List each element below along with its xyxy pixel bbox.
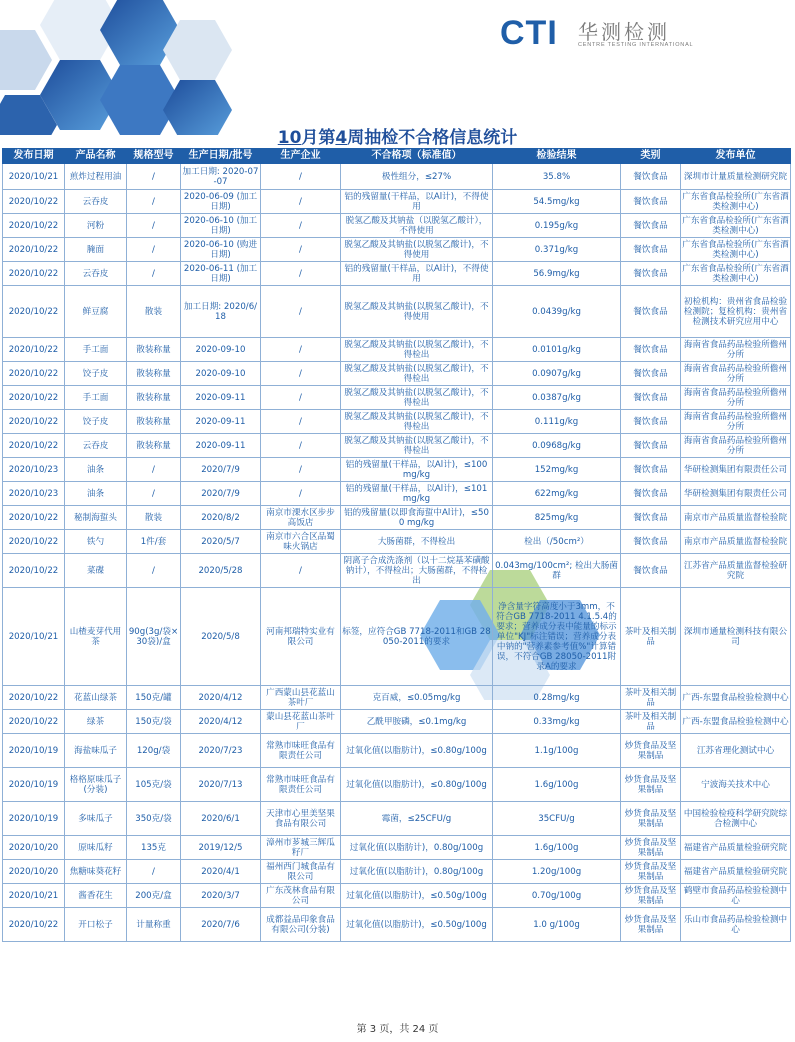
column-header: 生产日期/批号: [181, 149, 261, 164]
cell-maker: /: [261, 554, 341, 588]
cell-org: 海南省食品药品检验所儋州分所: [681, 386, 791, 410]
cell-maker: /: [261, 434, 341, 458]
cell-maker: 河南邦瑞特实业有限公司: [261, 588, 341, 686]
cell-maker: /: [261, 286, 341, 338]
cell-item: 霉菌，≤25CFU/g: [341, 802, 493, 836]
cell-result: 0.371g/kg: [493, 238, 621, 262]
cell-item: 铝的残留量(干样品，以Al计)，≤100mg/kg: [341, 458, 493, 482]
table-row: [3, 686, 791, 710]
cell-product: 云吞皮: [65, 434, 127, 458]
column-header: 生产企业: [261, 149, 341, 164]
cti-logo: [500, 12, 700, 52]
cell-maker: 广东茂林食品有限公司: [261, 884, 341, 908]
table-row: [3, 286, 791, 338]
cell-result: 152mg/kg: [493, 458, 621, 482]
cell-date: 2020/10/20: [3, 860, 65, 884]
cell-result: 825mg/kg: [493, 506, 621, 530]
cell-spec: 散装称量: [127, 386, 181, 410]
cell-spec: 1件/套: [127, 530, 181, 554]
cell-spec: /: [127, 554, 181, 588]
cell-org: 广西-东盟食品检验检测中心: [681, 710, 791, 734]
cell-date: 2020/10/22: [3, 214, 65, 238]
table-row: [3, 836, 791, 860]
cell-maker: /: [261, 482, 341, 506]
cell-maker: 南京市六合区品蜀味火锅店: [261, 530, 341, 554]
table-row: [3, 362, 791, 386]
table-row: [3, 386, 791, 410]
cell-item: 乙酰甲胺磷，≤0.1mg/kg: [341, 710, 493, 734]
cell-cat: 餐饮食品: [621, 362, 681, 386]
table-row: [3, 164, 791, 190]
cell-batch: 2020/4/1: [181, 860, 261, 884]
cell-product: 多味瓜子: [65, 802, 127, 836]
cell-item: 过氧化值(以脂肪计)，≤0.80g/100g: [341, 768, 493, 802]
cell-batch: 2020/5/7: [181, 530, 261, 554]
cell-org: 初检机构：贵州省食品检验检测院；复检机构：贵州省检测技术研究应用中心: [681, 286, 791, 338]
cell-date: 2020/10/22: [3, 338, 65, 362]
cell-result: 1.0 g/100g: [493, 908, 621, 942]
cell-spec: /: [127, 458, 181, 482]
cell-org: 福建省产品质量检验研究院: [681, 836, 791, 860]
table-row: [3, 506, 791, 530]
cell-result: 0.195g/kg: [493, 214, 621, 238]
cell-result: 1.6g/100g: [493, 768, 621, 802]
cell-item: 阴离子合成洗涤剂（以十二烷基苯磺酸钠计），不得检出；大肠菌群，不得检出: [341, 554, 493, 588]
cell-item: 大肠菌群，不得检出: [341, 530, 493, 554]
cell-cat: 餐饮食品: [621, 482, 681, 506]
table-row: [3, 214, 791, 238]
cell-spec: /: [127, 860, 181, 884]
cell-maker: /: [261, 238, 341, 262]
cell-batch: 2020/7/23: [181, 734, 261, 768]
cell-date: 2020/10/22: [3, 362, 65, 386]
cell-date: 2020/10/20: [3, 836, 65, 860]
cell-cat: 餐饮食品: [621, 286, 681, 338]
cell-org: 华研检测集团有限责任公司: [681, 482, 791, 506]
cell-result: 1.6g/100g: [493, 836, 621, 860]
cell-date: 2020/10/22: [3, 262, 65, 286]
cell-cat: 炒货食品及坚果制品: [621, 734, 681, 768]
cell-result: 622mg/kg: [493, 482, 621, 506]
cell-maker: 福州西门城食品有限公司: [261, 860, 341, 884]
cell-product: 手工面: [65, 386, 127, 410]
cell-maker: /: [261, 338, 341, 362]
cell-item: 脱氢乙酸及其钠盐(以脱氢乙酸计)，不得使用: [341, 238, 493, 262]
cell-org: 中国检验检疫科学研究院综合检测中心: [681, 802, 791, 836]
cell-item: 过氧化值(以脂肪计)，≤0.80g/100g: [341, 734, 493, 768]
cell-batch: 2020-06-10 (加工日期): [181, 214, 261, 238]
cell-result: 检出（/50cm²）: [493, 530, 621, 554]
cell-maker: 成都益品印象食品有限公司(分装): [261, 908, 341, 942]
cell-spec: 散装称量: [127, 362, 181, 386]
cell-item: 克百威，≤0.05mg/kg: [341, 686, 493, 710]
table-row: [3, 410, 791, 434]
cell-item: 脱氢乙酸及其钠盐(以脱氢乙酸计)，不得检出: [341, 338, 493, 362]
title-week: 4: [335, 128, 348, 148]
cell-date: 2020/10/19: [3, 802, 65, 836]
cell-spec: /: [127, 214, 181, 238]
cell-maker: /: [261, 262, 341, 286]
cell-result: 0.28mg/kg: [493, 686, 621, 710]
cell-org: 深圳市计量质量检测研究院: [681, 164, 791, 190]
cell-product: 秘制海蜇头: [65, 506, 127, 530]
cell-batch: 2020/7/6: [181, 908, 261, 942]
title-mid: 月第: [301, 128, 336, 148]
cell-cat: 餐饮食品: [621, 410, 681, 434]
cell-item: 铝的残留量(干样品，以Al计)，不得使用: [341, 190, 493, 214]
table-header-row: [3, 149, 791, 164]
cell-date: 2020/10/22: [3, 286, 65, 338]
cell-batch: 2020/5/28: [181, 554, 261, 588]
cell-cat: 餐饮食品: [621, 338, 681, 362]
cell-date: 2020/10/21: [3, 884, 65, 908]
cell-batch: 2020-09-11: [181, 434, 261, 458]
cell-cat: 炒货食品及坚果制品: [621, 836, 681, 860]
cell-spec: 散装称量: [127, 434, 181, 458]
cell-product: 饺子皮: [65, 410, 127, 434]
cell-batch: 2020-06-09 (加工日期): [181, 190, 261, 214]
cell-result: 0.0439g/kg: [493, 286, 621, 338]
cell-org: 广东省食品检验所(广东省酒类检测中心): [682, 215, 789, 236]
column-header: 发布日期: [3, 149, 65, 164]
cell-item: 标签，应符合GB 7718-2011和GB 28050-2011的要求: [341, 588, 493, 686]
cell-result: 56.9mg/kg: [493, 262, 621, 286]
cell-product: 饺子皮: [65, 362, 127, 386]
title-suffix: 周抽检不合格信息统计: [347, 128, 518, 148]
table-row: [3, 530, 791, 554]
cell-item: 极性组分，≤27%: [341, 164, 493, 190]
cell-batch: 2020-06-11 (加工日期): [181, 262, 261, 286]
cell-org: 深圳市通量检测科技有限公司: [681, 588, 791, 686]
table-row: [3, 860, 791, 884]
cell-item: 铝的残留量(以即食海蜇中Al计)，≤500 mg/kg: [341, 506, 493, 530]
cell-spec: 90g(3g/袋×30袋)/盒: [127, 588, 181, 686]
cell-cat: 餐饮食品: [621, 214, 681, 238]
cell-date: 2020/10/23: [3, 482, 65, 506]
cell-cat: 炒货食品及坚果制品: [621, 802, 681, 836]
cell-cat: 炒货食品及坚果制品: [621, 908, 681, 942]
cell-item: 脱氢乙酸及其钠盐(以脱氢乙酸计)，不得检出: [341, 434, 493, 458]
cell-cat: 炒货食品及坚果制品: [621, 884, 681, 908]
cell-spec: 135克: [127, 836, 181, 860]
cell-spec: 350克/袋: [127, 802, 181, 836]
logo-english-name: CENTRE TESTING INTERNATIONAL: [578, 42, 694, 48]
hexagon-banner-art: [0, 0, 260, 135]
cell-maker: 常熟市味旺食品有限责任公司: [261, 734, 341, 768]
cell-result: 1.20g/100g: [493, 860, 621, 884]
cell-item: 脱氢乙酸及其钠盐(以脱氢乙酸计)，不得检出: [341, 362, 493, 386]
cell-spec: 散装称量: [127, 338, 181, 362]
page-footer: 第 3 页，共 24 页: [356, 1024, 439, 1035]
column-header: 不合格项（标准值）: [341, 149, 493, 164]
column-header: 检验结果: [493, 149, 621, 164]
column-header: 类别: [621, 149, 681, 164]
cell-date: 2020/10/21: [3, 588, 65, 686]
cell-batch: 2019/12/5: [181, 836, 261, 860]
cell-item: 过氧化值(以脂肪计)，≤0.50g/100g: [341, 884, 493, 908]
cell-maker: 南京市溧水区步步高饭店: [261, 506, 341, 530]
cell-result: 0.33mg/kg: [493, 710, 621, 734]
cell-product: 酱香花生: [65, 884, 127, 908]
cell-result: 0.043mg/100cm²; 检出大肠菌群: [493, 554, 621, 588]
cell-date: 2020/10/22: [3, 386, 65, 410]
cell-batch: 2020/7/13: [181, 768, 261, 802]
cell-batch: 2020/5/8: [181, 588, 261, 686]
cell-batch: 2020-09-11: [181, 386, 261, 410]
cell-product: 腌面: [65, 238, 127, 262]
cell-date: 2020/10/19: [3, 768, 65, 802]
cell-product: 铁勺: [65, 530, 127, 554]
cell-cat: 餐饮食品: [621, 554, 681, 588]
cell-date: 2020/10/21: [3, 164, 65, 190]
cell-date: 2020/10/22: [3, 686, 65, 710]
cell-item: 过氧化值(以脂肪计)，0.80g/100g: [341, 860, 493, 884]
cell-cat: 茶叶及相关制品: [621, 588, 681, 686]
cell-result: 净含量字符高度小于3mm，不符合GB 7718-2011 4.1.5.4的要求；营养成分表中能量的标示单位"KJ"标注错误；营养成分表中钠的"营养素参考值%"计算错误，不符合GB 28050-2011附录A的要求: [493, 588, 621, 686]
cell-maker: /: [261, 164, 341, 190]
cell-date: 2020/10/22: [3, 410, 65, 434]
cell-cat: 餐饮食品: [621, 262, 681, 286]
cell-spec: 150克/袋: [127, 710, 181, 734]
column-header: 产品名称: [65, 149, 127, 164]
cell-cat: 炒货食品及坚果制品: [621, 860, 681, 884]
cell-batch: 2020/4/12: [181, 686, 261, 710]
table-row: [3, 190, 791, 214]
cell-spec: 150克/罐: [127, 686, 181, 710]
cell-maker: /: [261, 386, 341, 410]
cell-org: 鹤壁市食品药品检验检测中心: [681, 884, 791, 908]
cell-batch: 2020-09-10: [181, 362, 261, 386]
cell-maker: 常熟市味旺食品有限责任公司: [261, 768, 341, 802]
cell-date: 2020/10/23: [3, 458, 65, 482]
logo-brand: CTI: [500, 14, 558, 52]
cell-org: 南京市产品质量监督检验院: [681, 506, 791, 530]
cell-batch: 2020/7/9: [181, 458, 261, 482]
cell-result: 0.0101g/kg: [493, 338, 621, 362]
table-row: [3, 338, 791, 362]
cell-maker: /: [261, 362, 341, 386]
table-row: [3, 710, 791, 734]
cell-product: 焦糖味葵花籽: [65, 860, 127, 884]
cell-product: 菜碟: [65, 554, 127, 588]
page-title: [0, 123, 795, 148]
cell-maker: /: [261, 214, 341, 238]
cell-maker: /: [261, 458, 341, 482]
cell-result: 0.111g/kg: [493, 410, 621, 434]
cell-product: 手工面: [65, 338, 127, 362]
cell-item: 脱氢乙酸及其钠盐（以脱氢乙酸计），不得使用: [341, 214, 493, 238]
table-row: [3, 262, 791, 286]
cell-item: 脱氢乙酸及其钠盐(以脱氢乙酸计)，不得检出: [341, 386, 493, 410]
cell-maker: /: [261, 410, 341, 434]
cell-org: 宁波海关技术中心: [681, 768, 791, 802]
cell-product: 鲜豆腐: [65, 286, 127, 338]
cell-result: 1.1g/100g: [493, 734, 621, 768]
cell-cat: 餐饮食品: [621, 434, 681, 458]
cell-product: 绿茶: [65, 710, 127, 734]
cell-org: 乐山市食品药品检验检测中心: [681, 908, 791, 942]
logo-chinese-name: 华测检测: [578, 20, 670, 44]
cell-spec: 计量称重: [127, 908, 181, 942]
table-row: [3, 734, 791, 768]
column-header: 发布单位: [681, 149, 791, 164]
cell-result: 0.0907g/kg: [493, 362, 621, 386]
cell-date: 2020/10/22: [3, 434, 65, 458]
cell-maker: 蒙山县花蓝山茶叶厂: [261, 710, 341, 734]
cell-batch: 2020/4/12: [181, 710, 261, 734]
table-row: [3, 908, 791, 942]
cell-org: 广东省食品检验所(广东省酒类检测中心): [682, 191, 789, 212]
cell-batch: 2020-09-10: [181, 338, 261, 362]
cell-batch: 2020-06-10 (购进日期): [181, 238, 261, 262]
table-row: [3, 458, 791, 482]
cell-spec: 200克/盒: [127, 884, 181, 908]
cell-product: 煎炸过程用油: [65, 164, 127, 190]
cell-maker: 天津市心里美坚果食品有限公司: [261, 802, 341, 836]
cell-product: 格格原味瓜子(分装): [65, 768, 127, 802]
cell-cat: 餐饮食品: [621, 506, 681, 530]
cell-maker: /: [261, 190, 341, 214]
cell-result: 0.0968g/kg: [493, 434, 621, 458]
cell-org: 海南省食品药品检验所儋州分所: [681, 338, 791, 362]
cell-cat: 餐饮食品: [621, 190, 681, 214]
cell-cat: 茶叶及相关制品: [621, 686, 681, 710]
cell-org: 广西-东盟食品检验检测中心: [681, 686, 791, 710]
cell-date: 2020/10/19: [3, 734, 65, 768]
cell-batch: 2020/3/7: [181, 884, 261, 908]
cell-org: 海南省食品药品检验所儋州分所: [681, 410, 791, 434]
cell-spec: 散装: [127, 506, 181, 530]
cell-date: 2020/10/22: [3, 238, 65, 262]
cell-spec: 120g/袋: [127, 734, 181, 768]
cell-date: 2020/10/22: [3, 908, 65, 942]
cell-product: 油条: [65, 458, 127, 482]
cell-item: 脱氢乙酸及其钠盐(以脱氢乙酸计)，不得检出: [341, 410, 493, 434]
cell-product: 花蓝山绿茶: [65, 686, 127, 710]
cell-product: 云吞皮: [65, 262, 127, 286]
cell-org: 江苏省产品质量监督检验研究院: [681, 554, 791, 588]
cell-date: 2020/10/22: [3, 530, 65, 554]
cell-result: 0.70g/100g: [493, 884, 621, 908]
cell-cat: 餐饮食品: [621, 458, 681, 482]
cell-item: 脱氢乙酸及其钠盐(以脱氢乙酸计)，不得使用: [341, 286, 493, 338]
cell-org: 江苏省理化测试中心: [681, 734, 791, 768]
cell-product: 原味瓜籽: [65, 836, 127, 860]
cell-cat: 餐饮食品: [621, 238, 681, 262]
cell-cat: 炒货食品及坚果制品: [621, 768, 681, 802]
cell-spec: /: [127, 262, 181, 286]
table-row: [3, 768, 791, 802]
cell-batch: 加工日期: 2020/6/18: [181, 286, 261, 338]
cell-spec: /: [127, 482, 181, 506]
cell-spec: /: [127, 164, 181, 190]
cell-batch: 加工日期: 2020-07-07: [181, 164, 261, 190]
cell-product: 河粉: [65, 214, 127, 238]
cell-cat: 餐饮食品: [621, 164, 681, 190]
cell-date: 2020/10/22: [3, 506, 65, 530]
cell-maker: 广西蒙山县花蓝山茶叶厂: [261, 686, 341, 710]
cell-date: 2020/10/22: [3, 710, 65, 734]
cell-product: 山楂麦芽代用茶: [65, 588, 127, 686]
table-row: [3, 802, 791, 836]
column-header: 规格型号: [127, 149, 181, 164]
cell-spec: 105克/袋: [127, 768, 181, 802]
cell-product: 云吞皮: [65, 190, 127, 214]
cell-spec: /: [127, 238, 181, 262]
cell-cat: 餐饮食品: [621, 530, 681, 554]
cell-spec: 散装: [127, 286, 181, 338]
cell-maker: 漳州市芗城三辉瓜籽厂: [261, 836, 341, 860]
cell-result: 0.0387g/kg: [493, 386, 621, 410]
cell-product: 油条: [65, 482, 127, 506]
cell-item: 铝的残留量(干样品，以Al计)，不得使用: [341, 262, 493, 286]
title-month: 10: [277, 128, 302, 148]
cell-spec: 散装称量: [127, 410, 181, 434]
table-row: [3, 482, 791, 506]
cell-date: 2020/10/22: [3, 190, 65, 214]
cell-result: 35.8%: [493, 164, 621, 190]
cell-result: 54.5mg/kg: [493, 190, 621, 214]
cell-batch: 2020-09-11: [181, 410, 261, 434]
table-row: [3, 554, 791, 588]
cell-batch: 2020/6/1: [181, 802, 261, 836]
cell-spec: /: [127, 190, 181, 214]
cell-product: 海盐味瓜子: [65, 734, 127, 768]
cell-org: 华研检测集团有限责任公司: [681, 458, 791, 482]
cell-org: 海南省食品药品检验所儋州分所: [681, 362, 791, 386]
cell-result: 35CFU/g: [493, 802, 621, 836]
cell-cat: 茶叶及相关制品: [621, 710, 681, 734]
unqualified-info-table: [2, 148, 791, 942]
table-row: [3, 884, 791, 908]
table-row: [3, 588, 791, 686]
cell-batch: 2020/8/2: [181, 506, 261, 530]
cell-org: 广东省食品检验所(广东省酒类检测中心): [682, 263, 789, 284]
table-row: [3, 434, 791, 458]
table-row: [3, 238, 791, 262]
cell-cat: 餐饮食品: [621, 386, 681, 410]
cell-item: 铝的残留量(干样品，以Al计)，≤101mg/kg: [341, 482, 493, 506]
cell-batch: 2020/7/9: [181, 482, 261, 506]
cell-org: 福建省产品质量检验研究院: [681, 860, 791, 884]
cell-date: 2020/10/22: [3, 554, 65, 588]
cell-org: 广东省食品检验所(广东省酒类检测中心): [682, 239, 789, 260]
cell-item: 过氧化值(以脂肪计)，≤0.50g/100g: [341, 908, 493, 942]
cell-product: 开口松子: [65, 908, 127, 942]
cell-item: 过氧化值(以脂肪计)，0.80g/100g: [341, 836, 493, 860]
cell-org: 南京市产品质量监督检验院: [681, 530, 791, 554]
cell-org: 海南省食品药品检验所儋州分所: [681, 434, 791, 458]
